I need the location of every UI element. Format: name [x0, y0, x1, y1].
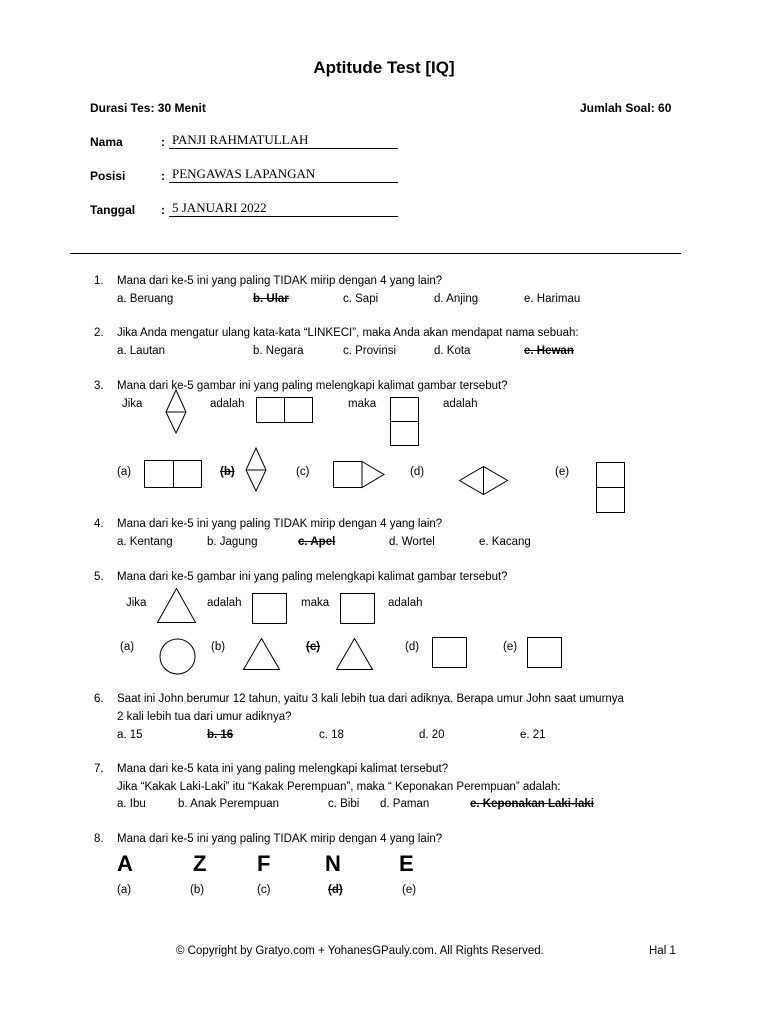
q2-option-c[interactable]: c. Provinsi [343, 345, 397, 357]
date-colon: : [161, 203, 165, 217]
q5-option-a-circle-figure[interactable] [159, 638, 197, 676]
q3-option-c-label[interactable]: (c) [296, 466, 310, 478]
q8-text: Mana dari ke-5 ini yang paling TIDAK mirip dengan 4 yang lain? [117, 833, 443, 845]
q1-number: 1. [94, 275, 104, 287]
q7-option-a[interactable]: a. Ibu [117, 798, 146, 810]
q5-word-adalah-1: adalah [207, 597, 242, 609]
q8-letter-e: E [399, 851, 414, 876]
q5-option-e-label[interactable]: (e) [503, 641, 518, 653]
q3-option-a-label[interactable]: (a) [117, 466, 132, 478]
q3-option-d-label[interactable]: (d) [410, 466, 425, 478]
question-count: Jumlah Soal: 60 [580, 101, 672, 115]
q2-option-e[interactable]: e. Hewan [524, 345, 574, 357]
q1-option-b[interactable]: b. Ular [253, 293, 289, 305]
name-label: Nama [90, 135, 123, 149]
q7-option-d[interactable]: d. Paman [380, 798, 430, 810]
q7-text-line2: Jika “Kakak Laki-Laki” itu “Kakak Perempuan”, maka “ Keponakan Perempuan” adalah: [117, 781, 561, 793]
q8-letter-a: A [117, 851, 133, 876]
q3-option-a-figure[interactable] [144, 460, 202, 488]
q5-option-b-triangle-figure[interactable] [243, 638, 281, 671]
q3-option-d-figure[interactable] [459, 466, 509, 496]
q3-option-e-label[interactable]: (e) [555, 466, 570, 478]
q3-word-adalah-2: adalah [443, 398, 478, 410]
position-field[interactable]: PENGAWAS LAPANGAN [169, 166, 398, 183]
q8-letter-z: Z [193, 851, 207, 876]
q4-option-b[interactable]: b. Jagung [207, 536, 258, 548]
q2-number: 2. [94, 327, 104, 339]
q4-number: 4. [94, 518, 104, 530]
q8-option-b[interactable]: (b) [190, 884, 205, 896]
date-field[interactable]: 5 JANUARI 2022 [169, 200, 398, 217]
q6-option-c[interactable]: c. 18 [319, 729, 344, 741]
q8-option-d[interactable]: (d) [328, 884, 343, 896]
q8-letter-n: N [325, 851, 341, 876]
q3-split-rectangle-figure [256, 397, 314, 423]
q6-option-d[interactable]: d. 20 [419, 729, 445, 741]
q5-word-maka: maka [301, 597, 330, 609]
q7-option-c[interactable]: c. Bibi [328, 798, 360, 810]
q6-option-b[interactable]: b. 16 [207, 729, 234, 741]
q8-option-a[interactable]: (a) [117, 884, 132, 896]
q3-option-b-figure[interactable] [245, 448, 267, 492]
q1-text: Mana dari ke-5 ini yang paling TIDAK mirip dengan 4 yang lain? [117, 275, 443, 287]
q3-option-b-label[interactable]: (b) [220, 466, 235, 478]
q1-option-e[interactable]: e. Harimau [524, 293, 581, 305]
q5-option-b-label[interactable]: (b) [211, 641, 226, 653]
q5-option-d-square-figure[interactable] [432, 637, 468, 669]
q2-text: Jika Anda mengatur ulang kata-kata “LINKECI”, maka Anda akan mendapat nama sebuah: [117, 327, 579, 339]
q5-option-c-triangle-figure[interactable] [336, 638, 374, 671]
q3-word-maka: maka [348, 398, 377, 410]
q8-option-c[interactable]: (c) [257, 884, 271, 896]
q3-word-adalah-1: adalah [210, 398, 245, 410]
q5-option-c-label[interactable]: (c) [306, 641, 321, 653]
q6-text-line1: Saat ini John berumur 12 tahun, yaitu 3 kali lebih tua dari adiknya. Berapa umur John saat umurnya [117, 693, 624, 705]
q3-number: 3. [94, 380, 104, 392]
q6-option-e[interactable]: e. 21 [520, 729, 546, 741]
q5-option-e-square-figure[interactable] [527, 637, 563, 669]
q7-option-e[interactable]: e. Keponakan Laki-laki [470, 798, 594, 810]
page-number: Hal 1 [649, 945, 676, 957]
q5-option-a-label[interactable]: (a) [120, 641, 135, 653]
q6-text-line2: 2 kali lebih tua dari umur adiknya? [117, 711, 292, 723]
footer-copyright: © Copyright by Gratyo.com + YohanesGPauly.com. All Rights Reserved. [176, 945, 544, 957]
q4-option-c[interactable]: c. Apel [298, 536, 336, 548]
q2-option-d[interactable]: d. Kota [434, 345, 471, 357]
q5-square-figure [252, 593, 288, 625]
q1-option-d[interactable]: d. Anjing [434, 293, 479, 305]
name-colon: : [161, 135, 165, 149]
q2-option-b[interactable]: b. Negara [253, 345, 304, 357]
q3-option-c-figure[interactable] [333, 461, 385, 489]
q6-option-a[interactable]: a. 15 [117, 729, 143, 741]
q5-text: Mana dari ke-5 gambar ini yang paling melengkapi kalimat gambar tersebut? [117, 571, 508, 583]
position-label: Posisi [90, 169, 126, 183]
q1-option-c[interactable]: c. Sapi [343, 293, 379, 305]
name-field[interactable]: PANJI RAHMATULLAH [169, 132, 398, 149]
q5-second-square-figure [340, 593, 376, 625]
q2-option-a[interactable]: a. Lautan [117, 345, 165, 357]
q4-option-d[interactable]: d. Wortel [389, 536, 435, 548]
q7-option-b[interactable]: b. Anak Perempuan [178, 798, 280, 810]
position-colon: : [161, 169, 165, 183]
q8-number: 8. [94, 833, 104, 845]
date-label: Tanggal [90, 203, 136, 217]
q5-triangle-figure [157, 588, 197, 624]
q3-option-e-figure[interactable] [596, 462, 626, 514]
q8-letter-f: F [257, 851, 271, 876]
q6-number: 6. [94, 693, 104, 705]
q5-word-jika: Jika [126, 597, 147, 609]
q7-number: 7. [94, 763, 104, 775]
page-title: Aptitude Test [IQ] [313, 58, 455, 77]
q3-text: Mana dari ke-5 gambar ini yang paling melengkapi kalimat gambar tersebut? [117, 380, 508, 392]
q1-option-a[interactable]: a. Beruang [117, 293, 174, 305]
q5-word-adalah-2: adalah [388, 597, 423, 609]
q7-text-line1: Mana dari ke-5 kata ini yang paling melengkapi kalimat tersebut? [117, 763, 449, 775]
q8-option-e[interactable]: (e) [402, 884, 417, 896]
test-duration: Durasi Tes: 30 Menit [90, 101, 206, 115]
q5-number: 5. [94, 571, 104, 583]
q4-text: Mana dari ke-5 ini yang paling TIDAK mirip dengan 4 yang lain? [117, 518, 443, 530]
q4-option-a[interactable]: a. Kentang [117, 536, 173, 548]
header-divider [70, 253, 681, 254]
q3-diamond-figure [165, 390, 187, 434]
q5-option-d-label[interactable]: (d) [405, 641, 420, 653]
q3-word-jika: Jika [122, 398, 143, 410]
q3-stacked-square-figure [390, 397, 420, 447]
q4-option-e[interactable]: e. Kacang [479, 536, 531, 548]
